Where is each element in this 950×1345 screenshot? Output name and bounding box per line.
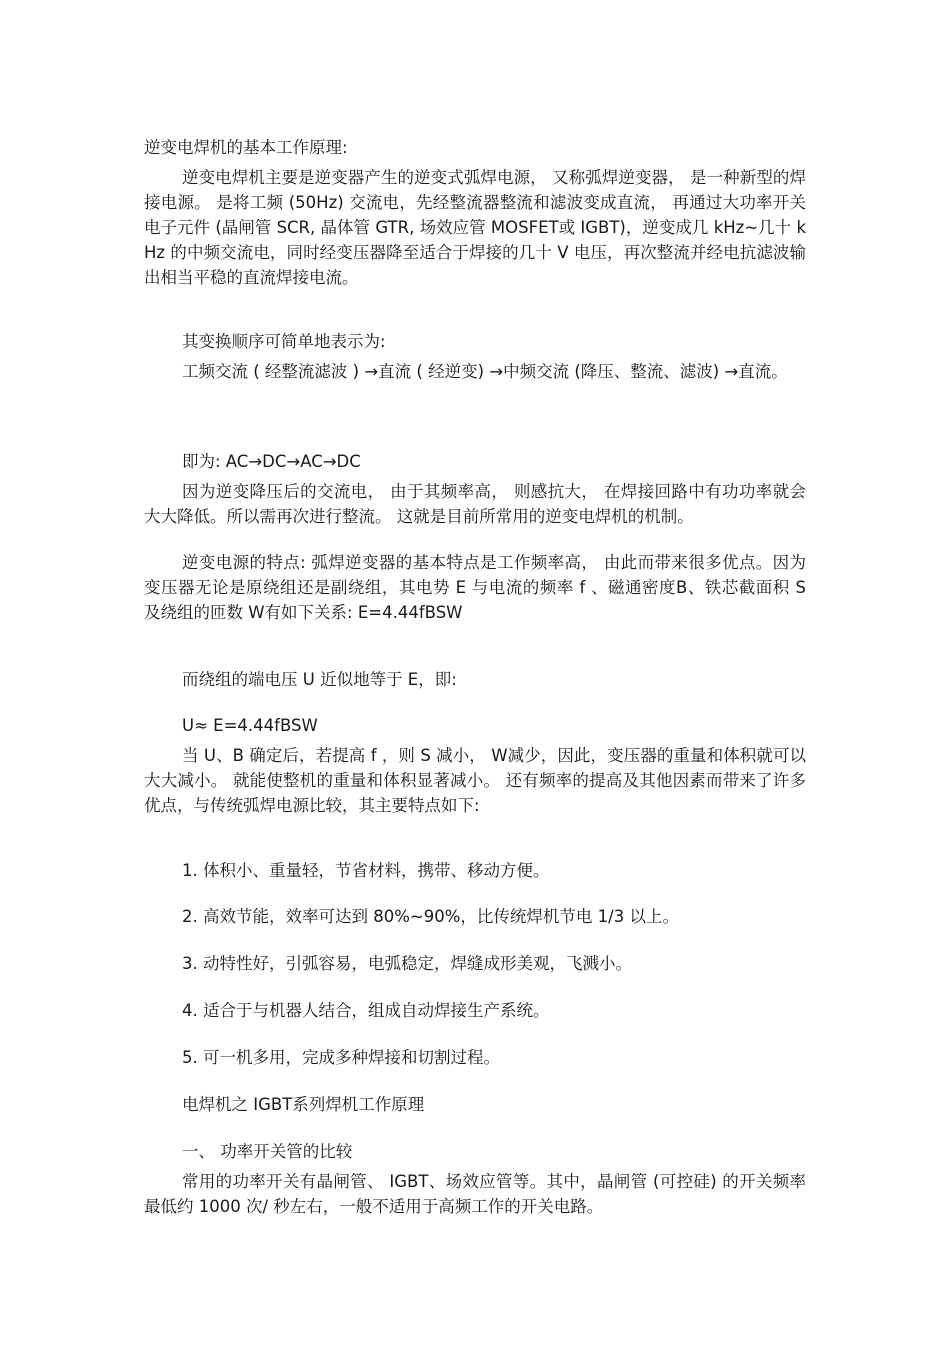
list-item: 5. 可一机多用，完成多种焊接和切割过程。 — [182, 1047, 500, 1067]
list-item: 2. 高效节能，效率可达到 80%~90%，比传统焊机节电 1/3 以上。 — [182, 906, 679, 926]
paragraph-advantages: 当 U、B 确定后，若提高 f ，则 S 减小， W减少，因此，变压器的重量和体积就可以大大减小。 就能使整机的重量和体积显著减小。 还有频率的提高及其他因素而带来了许多优点，与传统弧焊电源比较，其主要特点如下: — [144, 746, 806, 815]
formula-u: U≈ E=4.44fBSW — [182, 715, 318, 735]
paragraph-rectify-reason: 因为逆变降压后的交流电， 由于其频率高， 则感抗大， 在焊接回路中有功功率就会大大降低。所以需再次进行整流。 这就是目前所常用的逆变电焊机的机制。 — [144, 482, 806, 526]
list-item: 4. 适合于与机器人结合，组成自动焊接生产系统。 — [182, 1000, 550, 1020]
paragraph-features: 逆变电源的特点: 弧焊逆变器的基本特点是工作频率高， 由此而带来很多优点。因为变压器无论是原绕组还是副绕组，其电势 E 与电流的频率 f 、磁通密度B、铁芯截面积 S 及绕组的匝数 W有如下关系: E=4.44fBSW — [144, 553, 806, 622]
paragraph-switches: 常用的功率开关有晶闸管、 IGBT、场效应管等。其中，晶闸管 (可控硅) 的开关频率最低约 1000 次/ 秒左右，一般不适用于高频工作的开关电路。 — [144, 1172, 806, 1216]
paragraph-formula-ac-dc: 即为: AC→DC→AC→DC — [182, 451, 361, 471]
list-item: 1. 体积小、重量轻，节省材料，携带、移动方便。 — [182, 860, 550, 880]
doc-title: 逆变电焊机的基本工作原理: — [144, 137, 348, 157]
section-heading-igbt: 电焊机之 IGBT系列焊机工作原理 — [182, 1094, 425, 1114]
paragraph-voltage: 而绕组的端电压 U 近似地等于 E，即: — [182, 669, 457, 689]
paragraph-sequence-intro: 其变换顺序可简单地表示为: — [182, 331, 386, 351]
paragraph-intro: 逆变电焊机主要是逆变器产生的逆变式弧焊电源， 又称弧焊逆变器， 是一种新型的焊接电源。 是将工频 (50Hz) 交流电，先经整流器整流和滤波变成直流， 再通过大功率开关电子元件 (晶闸管 SCR, 晶体管 GTR, 场效应管 MOSFET或 IGBT)，逆变成几 kHz~几十 kHz 的中频交流电，同时经变压器降至适合于焊接的几十 V 电压，再次整流并经电抗滤波输出相当平稳的直流焊接电流。 — [144, 168, 806, 287]
paragraph-sequence: 工频交流 ( 经整流滤波 ) →直流 ( 经逆变) →中频交流 (降压、整流、滤波) →直流。 — [182, 362, 788, 381]
list-item: 3. 动特性好，引弧容易，电弧稳定，焊缝成形美观，飞溅小。 — [182, 953, 632, 973]
section-heading-compare: 一、 功率开关管的比较 — [182, 1141, 353, 1161]
